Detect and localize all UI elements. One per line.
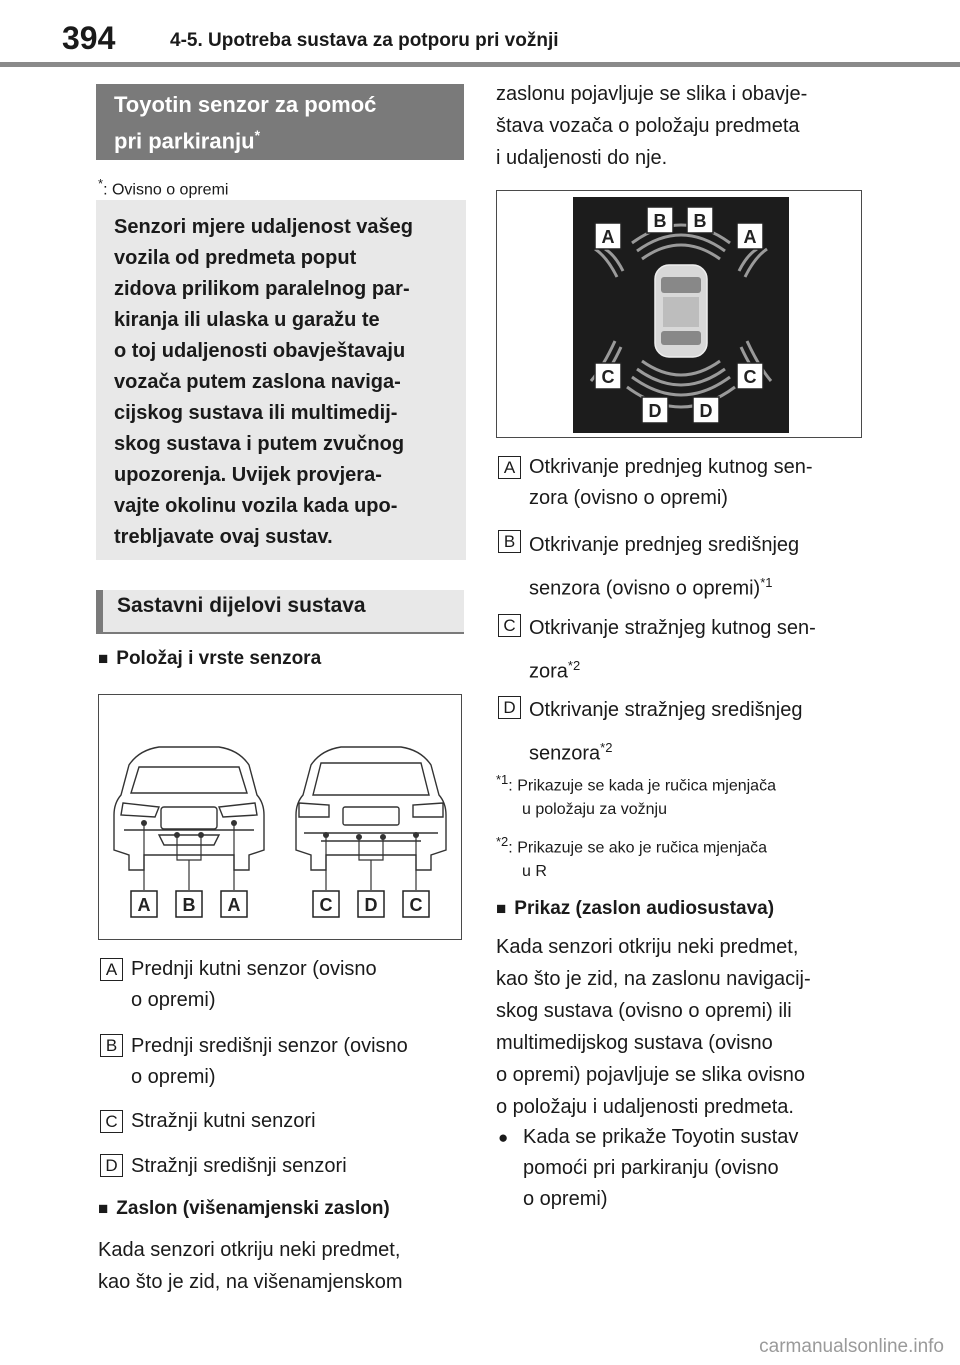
bullet-dot-icon: ●: [498, 1128, 509, 1147]
fig2-label: B: [693, 211, 707, 231]
intro-line: vozila od predmeta poput: [114, 247, 357, 269]
badge-a: A: [100, 958, 123, 981]
subheading-audio-display: ■ Prikaz (zaslon audiosustava): [496, 898, 775, 919]
badge-c: C: [498, 614, 521, 637]
badge-d: D: [100, 1154, 123, 1177]
sensor-item-b: Prednji središnji senzor (ovisno o opremi): [131, 1035, 408, 1088]
intro-line: skog sustava i putem zvučnog: [114, 433, 405, 455]
badge-b: B: [100, 1034, 123, 1057]
title-line-1: Toyotin senzor za pomoć: [114, 92, 377, 117]
fig2-label: B: [653, 211, 667, 231]
intro-line: trebljavate ovaj sustav.: [114, 526, 333, 548]
fig2-label: A: [601, 227, 615, 247]
sensor-item-c: Stražnji kutni senzori: [131, 1110, 316, 1132]
multi-display-text-right: zaslonu pojavljuje se slika i obavje- štava vozača o položaju predmeta i udaljenosti do nje.: [496, 83, 808, 169]
fig2-label: C: [601, 367, 615, 387]
intro-line: vajte okolinu vozila kada upo-: [114, 495, 398, 517]
footnote-1: $^{*1}$: Prikazuje se kada je ručica mjenjača u položaju za vožnju: [496, 772, 776, 819]
intro-box: [96, 200, 466, 560]
detection-item-d: Otkrivanje stražnjeg središnjeg senzora$^{*2}$: [529, 699, 803, 765]
section-heading: Sastavni dijelovi sustava: [96, 590, 464, 634]
car-front-rear-illustration: [99, 695, 461, 939]
watermark: carmanualsonline.info: [759, 1336, 944, 1357]
running-head: 4-5. Upotreba sustava za potporu pri vožnji: [170, 30, 559, 51]
header-divider: [0, 62, 960, 67]
intro-line: Senzori mjere udaljenost vašeg: [114, 216, 413, 238]
detection-item-a: Otkrivanje prednjeg kutnog sen- zora (ovisno o opremi): [529, 456, 813, 509]
intro-line: cijskog sustava ili multimedij-: [114, 402, 398, 424]
title-footnote-mark: *: [254, 127, 261, 143]
subheading-sensor-positions: ■ Položaj i vrste senzora: [98, 648, 322, 669]
fig1-label: B: [182, 895, 196, 915]
badge-a: A: [498, 456, 521, 479]
fig2-label: C: [743, 367, 757, 387]
fig1-label: D: [364, 895, 378, 915]
section-title-box: [96, 84, 464, 160]
fig1-label: A: [137, 895, 151, 915]
fig2-label: A: [743, 227, 757, 247]
fig2-label: D: [648, 401, 662, 421]
multi-display-text-left: Kada senzori otkriju neki predmet, kao što je zid, na višenamjenskom: [98, 1239, 403, 1293]
badge-b: B: [498, 530, 521, 553]
fig1-label: C: [319, 895, 333, 915]
title-footnote: *: Ovisno o opremi: [98, 176, 229, 199]
audio-display-text: Kada senzori otkriju neki predmet, kao što je zid, na zaslonu navigacij- skog sustava (ovisno o opremi) ili multimedijskog sustava (ovisno o opremi) pojavljuje se slika ovisno o položaju i udaljenosti predmeta.: [496, 936, 811, 1118]
badge-d: D: [498, 696, 521, 719]
fig2-label: D: [699, 401, 713, 421]
intro-line: vozača putem zaslona naviga-: [114, 371, 401, 393]
detection-item-c: Otkrivanje stražnjeg kutnog sen- zora$^{*2}$: [529, 617, 816, 683]
intro-line: zidova prilikom paralelnog par-: [114, 278, 410, 300]
fig1-label: A: [227, 895, 241, 915]
intro-line: o toj udaljenosti obavještavaju: [114, 340, 406, 362]
subheading-multi-display: ■ Zaslon (višenamjenski zaslon): [98, 1198, 390, 1219]
sensor-display-illustration: [497, 191, 861, 437]
intro-line: upozorenja. Uvijek provjera-: [114, 464, 382, 486]
sensor-item-a: Prednji kutni senzor (ovisno o opremi): [131, 958, 377, 1011]
intro-line: kiranja ili ulaska u garažu te: [114, 309, 380, 331]
footnote-2: $^{*2}$: Prikazuje se ako je ručica mjenjača u R: [496, 834, 768, 881]
display-figure: [496, 190, 862, 438]
bullet-item: Kada se prikaže Toyotin sustav pomoći pri parkiranju (ovisno o opremi): [523, 1126, 799, 1210]
fig1-label: C: [409, 895, 423, 915]
page-number: 394: [62, 20, 116, 56]
title-line-2: pri parkiranju*: [114, 127, 261, 154]
badge-c: C: [100, 1110, 123, 1133]
sensor-position-figure: [98, 694, 462, 940]
detection-item-b: Otkrivanje prednjeg središnjeg senzora (ovisno o opremi)$^{*1}$: [529, 534, 800, 600]
sensor-item-d: Stražnji središnji senzori: [131, 1155, 347, 1177]
